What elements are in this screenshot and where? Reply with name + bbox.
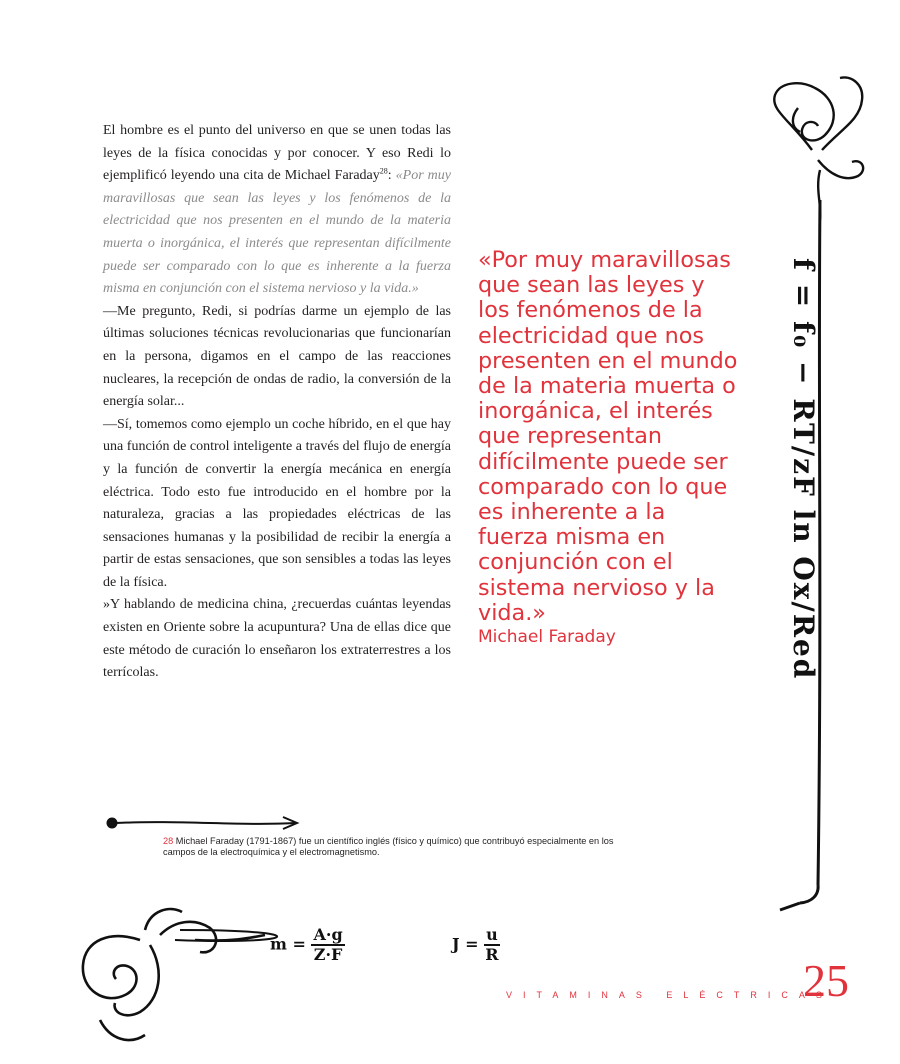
nernst-equation: f = f₀ − RT/zF ln Ox/Red [787, 258, 820, 681]
running-title: VITAMINAS ELÉCTRICAS [506, 990, 833, 1000]
faraday-law-formula: m = $\frac{A\cdot g}{Z\cdot F}$ [270, 925, 343, 964]
paragraph-2: —Me pregunto, Redi, si podrías darme un ejemplo de las últimas soluciones técnicas revolucionarias que funcionarían en la persona, digamos en el campo de las reacciones nucleares, la recepción de ondas de radio, la conversión de la energía solar... [103, 303, 451, 410]
paragraph-1: El hombre es el punto del universo en que se unen todas las leyes de la física conocidas y por conocer. Y eso Redi lo ejemplificó leyendo una cita de Michael Faraday$^{28}$: «Por muy maravillosas que sean las leyes y los fenómenos de la electricidad que nos presenten en el mundo de la materia muerta o inorgánica, el interés que representan difícilmente puede ser comparado con lo que es inherente a la fuerza misma en conjunción con el sistema nervioso y la vida.» [103, 123, 451, 297]
footnote-reference[interactable]: 28 [379, 166, 388, 176]
footnote [163, 836, 623, 858]
pull-quote-block [478, 248, 738, 648]
bottom-left-scroll-icon [83, 909, 265, 1040]
paragraph-3: —Sí, tomemos como ejemplo un coche híbrido, en el que hay una función de control inteligente a través del flujo de energía y la función de convertir la energía mecánica en energía eléctrica. Todo esto fue introducido en el hombre por la naturaleza, gracias a las propiedades eléctricas de las sensaciones humanas y la posibilidad de recibir la energía a partir de estas sensaciones, que son sensibles a todas las leyes de la física. [103, 416, 451, 590]
paragraph-4: »Y hablando de medicina china, ¿recuerdas cuántas leyendas existen en Oriente sobre la acupuntura? Una de ellas dice que este método de curación lo enseñaron los extraterrestres a los terrícolas. [103, 597, 451, 681]
page-number: 25 [803, 955, 849, 1006]
pull-quote-text: «Por muy maravillosas que sean las leyes y los fenómenos de la electricidad que nos presenten en el mundo de la materia muerta o inorgánica, el interés que representan difícilmente puede ser comparado con lo que es inherente a la fuerza misma en conjunción con el sistema nervioso y la vida.» [478, 247, 738, 626]
arrow-icon [108, 817, 298, 829]
footnote-text: Michael Faraday (1791-1867) fue un científico inglés (físico y químico) que contribuyó especialmente en los campos de la electroquímica y el electromagnetismo. [163, 836, 614, 857]
footnote-number: 28 [163, 836, 174, 846]
faraday-quote: «Por muy maravillosas que sean las leyes y los fenómenos de la electricidad que nos presenten en el mundo de la materia muerta o inorgánica, el interés que representan difícilmente puede ser comparado con lo que es inherente a la fuerza misma en conjunción con el sistema nervioso y la vida.» [103, 168, 451, 297]
top-right-scroll-icon [774, 77, 863, 220]
current-density-formula: J = $\frac{u}{R}$ [452, 925, 499, 964]
pull-quote-author: Michael Faraday [478, 627, 616, 648]
body-text-column [103, 120, 451, 685]
